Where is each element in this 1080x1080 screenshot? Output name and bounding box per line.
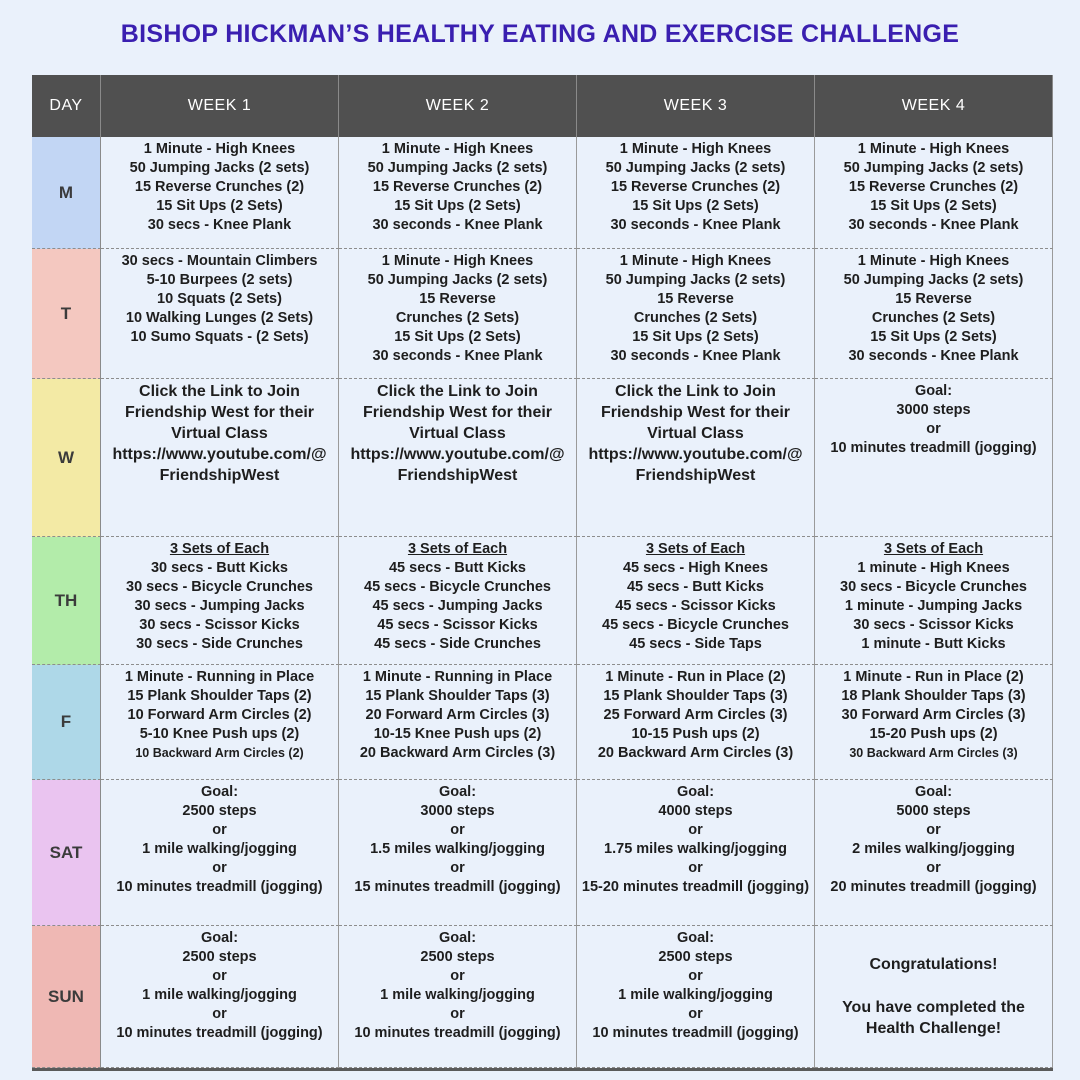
exercise-line: 15 Reverse Crunches (2)	[610, 179, 781, 195]
exercise-line: 15 Sit Ups (2 Sets)	[632, 329, 759, 345]
class-link-text: Friendship West for their	[362, 404, 553, 421]
exercise-line: 3 Sets of Each	[883, 541, 984, 557]
exercise-line: 1 Minute - Running in Place	[124, 669, 315, 685]
exercise-line: 15 Plank Shoulder Taps (3)	[603, 688, 788, 704]
schedule-cell-m-week-4	[815, 137, 1053, 249]
schedule-cell-sat-week-2	[339, 780, 577, 926]
exercise-line: 1 Minute - High Knees	[381, 253, 534, 269]
exercise-line: 5-10 Knee Push ups (2)	[139, 726, 300, 742]
exercise-line: 15 Sit Ups (2 Sets)	[870, 198, 997, 214]
exercise-line: 20 Backward Arm Circles (3)	[597, 745, 794, 761]
exercise-line: 5-10 Burpees (2 sets)	[146, 272, 293, 288]
exercise-line: 15 Reverse	[895, 291, 972, 307]
class-link-text: Click the Link to Join	[139, 383, 300, 400]
class-link-text: Virtual Class	[409, 425, 506, 442]
exercise-line: 15 Sit Ups (2 Sets)	[870, 329, 997, 345]
exercise-line: 50 Jumping Jacks (2 sets)	[605, 272, 786, 288]
header-week-4: WEEK 4	[815, 75, 1053, 137]
exercise-line: 3 Sets of Each	[645, 541, 746, 557]
exercise-line: 15 minutes treadmill (jogging)	[354, 879, 561, 895]
exercise-line: 10 minutes treadmill (jogging)	[116, 1025, 323, 1041]
schedule-cell-w-week-2	[339, 379, 577, 537]
exercise-line: 10 minutes treadmill (jogging)	[592, 1025, 799, 1041]
exercise-line: or	[688, 968, 703, 984]
exercise-line: 45 secs - Side Taps	[629, 636, 762, 652]
exercise-line: 10 Walking Lunges (2 Sets)	[125, 310, 314, 326]
schedule-cell-th-week-2	[339, 537, 577, 665]
exercise-line: 1 Minute - High Knees	[619, 253, 772, 269]
exercise-line: 18 Plank Shoulder Taps (3)	[841, 688, 1026, 704]
schedule-cell-f-week-1	[101, 665, 339, 780]
exercise-line: 10 Backward Arm Circles (2)	[135, 746, 304, 760]
exercise-line: 45 secs - Butt Kicks	[626, 579, 764, 595]
exercise-line: Goal:	[676, 930, 715, 946]
exercise-line: 50 Jumping Jacks (2 sets)	[367, 160, 548, 176]
exercise-line: 30 Forward Arm Circles (3)	[841, 707, 1026, 723]
day-label-sat: SAT	[32, 780, 101, 926]
exercise-line: 45 secs - Scissor Kicks	[615, 598, 776, 614]
exercise-line: 2500 steps	[420, 949, 495, 965]
exercise-line: Crunches (2 Sets)	[395, 310, 520, 326]
exercise-line: 15 Sit Ups (2 Sets)	[632, 198, 759, 214]
exercise-line: Goal:	[438, 930, 477, 946]
exercise-line: 1.5 miles walking/jogging	[370, 841, 545, 857]
exercise-line: 30 secs - Side Crunches	[136, 636, 303, 652]
exercise-line: Goal:	[200, 930, 239, 946]
exercise-line: or	[212, 860, 227, 876]
class-link-text: Click the Link to Join	[615, 383, 776, 400]
exercise-line: 10 minutes treadmill (jogging)	[830, 440, 1037, 456]
exercise-line: 15 Reverse	[657, 291, 734, 307]
exercise-line: 1 minute - High Knees	[857, 560, 1010, 576]
exercise-line: 1 Minute - High Knees	[857, 141, 1010, 157]
challenge-table	[32, 75, 1053, 1071]
schedule-cell-th-week-1	[101, 537, 339, 665]
exercise-line: 3000 steps	[896, 402, 971, 418]
exercise-line: Goal:	[914, 784, 953, 800]
exercise-line: 30 secs - Knee Plank	[147, 217, 292, 233]
header-day: DAY	[32, 75, 101, 137]
exercise-line: 50 Jumping Jacks (2 sets)	[843, 272, 1024, 288]
exercise-line: 50 Jumping Jacks (2 sets)	[129, 160, 310, 176]
exercise-line: 1 Minute - Run in Place (2)	[605, 669, 786, 685]
exercise-line: 30 secs - Butt Kicks	[150, 560, 288, 576]
exercise-line: 30 secs - Bicycle Crunches	[126, 579, 313, 595]
class-link-text: Friendship West for their	[600, 404, 791, 421]
exercise-line: 45 secs - Bicycle Crunches	[602, 617, 789, 633]
exercise-line: 1 Minute - Running in Place	[362, 669, 553, 685]
exercise-line: 1 Minute - High Knees	[619, 141, 772, 157]
exercise-line: 1 mile walking/jogging	[142, 841, 297, 857]
exercise-line: 30 seconds - Knee Plank	[848, 217, 1019, 233]
class-link-text: Virtual Class	[171, 425, 268, 442]
exercise-line: or	[450, 968, 465, 984]
exercise-line: 10 minutes treadmill (jogging)	[116, 879, 323, 895]
schedule-cell-m-week-2	[339, 137, 577, 249]
exercise-line: 30 seconds - Knee Plank	[372, 217, 543, 233]
exercise-line: or	[212, 968, 227, 984]
schedule-cell-m-week-3	[577, 137, 815, 249]
exercise-line: 3 Sets of Each	[407, 541, 508, 557]
exercise-line: 45 secs - Butt Kicks	[388, 560, 526, 576]
page-title: BISHOP HICKMAN’S HEALTHY EATING AND EXERCISE CHALLENGE	[120, 20, 960, 48]
exercise-line: 1 Minute - High Knees	[381, 141, 534, 157]
class-link-text: https://www.youtube.com/@	[112, 446, 327, 463]
exercise-line: Goal:	[914, 383, 953, 399]
exercise-line: 15 Sit Ups (2 Sets)	[394, 198, 521, 214]
exercise-line: 10 Forward Arm Circles (2)	[127, 707, 312, 723]
exercise-line: 20 Forward Arm Circles (3)	[365, 707, 550, 723]
exercise-line: or	[450, 860, 465, 876]
exercise-line: Goal:	[200, 784, 239, 800]
exercise-line: 15 Sit Ups (2 Sets)	[394, 329, 521, 345]
exercise-line: 3 Sets of Each	[169, 541, 270, 557]
exercise-line: or	[926, 860, 941, 876]
day-label-m: M	[32, 137, 101, 249]
exercise-line: 1 Minute - High Knees	[143, 141, 296, 157]
exercise-line: 10-15 Push ups (2)	[631, 726, 760, 742]
exercise-line: 30 seconds - Knee Plank	[848, 348, 1019, 364]
exercise-line: 15 Plank Shoulder Taps (2)	[127, 688, 312, 704]
exercise-line: 50 Jumping Jacks (2 sets)	[605, 160, 786, 176]
exercise-line: 45 secs - High Knees	[622, 560, 769, 576]
schedule-cell-th-week-3	[577, 537, 815, 665]
header-week-1: WEEK 1	[101, 75, 339, 137]
schedule-cell-w-week-3	[577, 379, 815, 537]
exercise-line: 15 Sit Ups (2 Sets)	[156, 198, 283, 214]
class-link-text: FriendshipWest	[397, 467, 518, 484]
schedule-cell-sat-week-3	[577, 780, 815, 926]
exercise-line: 4000 steps	[658, 803, 733, 819]
exercise-line: or	[212, 822, 227, 838]
class-link-text: Friendship West for their	[124, 404, 315, 421]
class-link-text: FriendshipWest	[635, 467, 756, 484]
schedule-cell-sat-week-1	[101, 780, 339, 926]
exercise-line: 20 minutes treadmill (jogging)	[830, 879, 1037, 895]
day-label-sun: SUN	[32, 926, 101, 1068]
exercise-line: or	[212, 1006, 227, 1022]
exercise-line: 15-20 Push ups (2)	[869, 726, 998, 742]
exercise-line: 45 secs - Side Crunches	[374, 636, 541, 652]
exercise-line: 30 secs - Jumping Jacks	[134, 598, 305, 614]
exercise-line: 3000 steps	[420, 803, 495, 819]
exercise-line: 15 Reverse Crunches (2)	[134, 179, 305, 195]
exercise-line: 15 Plank Shoulder Taps (3)	[365, 688, 550, 704]
exercise-line: or	[688, 860, 703, 876]
exercise-line: or	[926, 421, 941, 437]
class-link-text: Virtual Class	[647, 425, 744, 442]
exercise-line: 15 Reverse	[419, 291, 496, 307]
exercise-line: 1.75 miles walking/jogging	[604, 841, 787, 857]
exercise-line: Congratulations!	[869, 956, 998, 973]
exercise-line: 30 seconds - Knee Plank	[610, 348, 781, 364]
exercise-line: 15 Reverse Crunches (2)	[372, 179, 543, 195]
exercise-line: 15-20 minutes treadmill (jogging)	[581, 879, 810, 895]
day-label-th: TH	[32, 537, 101, 665]
exercise-line: 10 minutes treadmill (jogging)	[354, 1025, 561, 1041]
exercise-line: 10 Squats (2 Sets)	[157, 291, 282, 307]
schedule-cell-sun-week-4	[815, 926, 1053, 1068]
exercise-line: Crunches (2 Sets)	[871, 310, 996, 326]
exercise-line: 1 Minute - Run in Place (2)	[843, 669, 1024, 685]
exercise-line: 10-15 Knee Push ups (2)	[373, 726, 542, 742]
exercise-line: 30 seconds - Knee Plank	[372, 348, 543, 364]
exercise-line: 45 secs - Bicycle Crunches	[364, 579, 551, 595]
exercise-line: 1 minute - Butt Kicks	[861, 636, 1006, 652]
exercise-line: or	[926, 822, 941, 838]
exercise-line: 45 secs - Scissor Kicks	[377, 617, 538, 633]
day-label-t: T	[32, 249, 101, 379]
exercise-line: 20 Backward Arm Circles (3)	[359, 745, 556, 761]
schedule-cell-w-week-4	[815, 379, 1053, 537]
class-link-text: FriendshipWest	[159, 467, 280, 484]
schedule-cell-sat-week-4	[815, 780, 1053, 926]
day-label-f: F	[32, 665, 101, 780]
schedule-cell-f-week-3	[577, 665, 815, 780]
exercise-line: or	[688, 822, 703, 838]
schedule-cell-f-week-4	[815, 665, 1053, 780]
schedule-cell-t-week-2	[339, 249, 577, 379]
schedule-cell-m-week-1	[101, 137, 339, 249]
exercise-line: 2500 steps	[658, 949, 733, 965]
exercise-line: 1 Minute - High Knees	[857, 253, 1010, 269]
schedule-cell-t-week-3	[577, 249, 815, 379]
header-week-3: WEEK 3	[577, 75, 815, 137]
schedule-cell-f-week-2	[339, 665, 577, 780]
exercise-line: Crunches (2 Sets)	[633, 310, 758, 326]
header-week-2: WEEK 2	[339, 75, 577, 137]
exercise-line: or	[450, 1006, 465, 1022]
exercise-line: 2 miles walking/jogging	[852, 841, 1015, 857]
schedule-cell-sun-week-3	[577, 926, 815, 1068]
class-link-text: https://www.youtube.com/@	[588, 446, 803, 463]
exercise-line: 2500 steps	[182, 949, 257, 965]
exercise-line: or	[688, 1006, 703, 1022]
exercise-line: 50 Jumping Jacks (2 sets)	[843, 160, 1024, 176]
schedule-cell-t-week-1	[101, 249, 339, 379]
class-link-text: Click the Link to Join	[377, 383, 538, 400]
exercise-line: 30 seconds - Knee Plank	[610, 217, 781, 233]
exercise-line: 1 minute - Jumping Jacks	[844, 598, 1023, 614]
exercise-line: 15 Reverse Crunches (2)	[848, 179, 1019, 195]
exercise-line: Goal:	[438, 784, 477, 800]
schedule-cell-th-week-4	[815, 537, 1053, 665]
exercise-line: 5000 steps	[896, 803, 971, 819]
exercise-line: 30 Backward Arm Circles (3)	[849, 746, 1018, 760]
exercise-line: 30 secs - Scissor Kicks	[853, 617, 1014, 633]
exercise-line: 30 secs - Bicycle Crunches	[840, 579, 1027, 595]
exercise-line: 30 secs - Mountain Climbers	[121, 253, 318, 269]
exercise-line: Goal:	[676, 784, 715, 800]
schedule-cell-w-week-1	[101, 379, 339, 537]
exercise-line: 2500 steps	[182, 803, 257, 819]
exercise-line: You have completed the Health Challenge!	[842, 999, 1025, 1037]
exercise-line: 50 Jumping Jacks (2 sets)	[367, 272, 548, 288]
exercise-line: 1 mile walking/jogging	[142, 987, 297, 1003]
schedule-cell-t-week-4	[815, 249, 1053, 379]
exercise-line: 1 mile walking/jogging	[618, 987, 773, 1003]
schedule-cell-sun-week-1	[101, 926, 339, 1068]
exercise-line: 25 Forward Arm Circles (3)	[603, 707, 788, 723]
exercise-line: or	[450, 822, 465, 838]
exercise-line: 30 secs - Scissor Kicks	[139, 617, 300, 633]
exercise-line: 10 Sumo Squats - (2 Sets)	[130, 329, 309, 345]
exercise-line: 45 secs - Jumping Jacks	[372, 598, 543, 614]
day-label-w: W	[32, 379, 101, 537]
exercise-line: 1 mile walking/jogging	[380, 987, 535, 1003]
schedule-cell-sun-week-2	[339, 926, 577, 1068]
class-link-text: https://www.youtube.com/@	[350, 446, 565, 463]
